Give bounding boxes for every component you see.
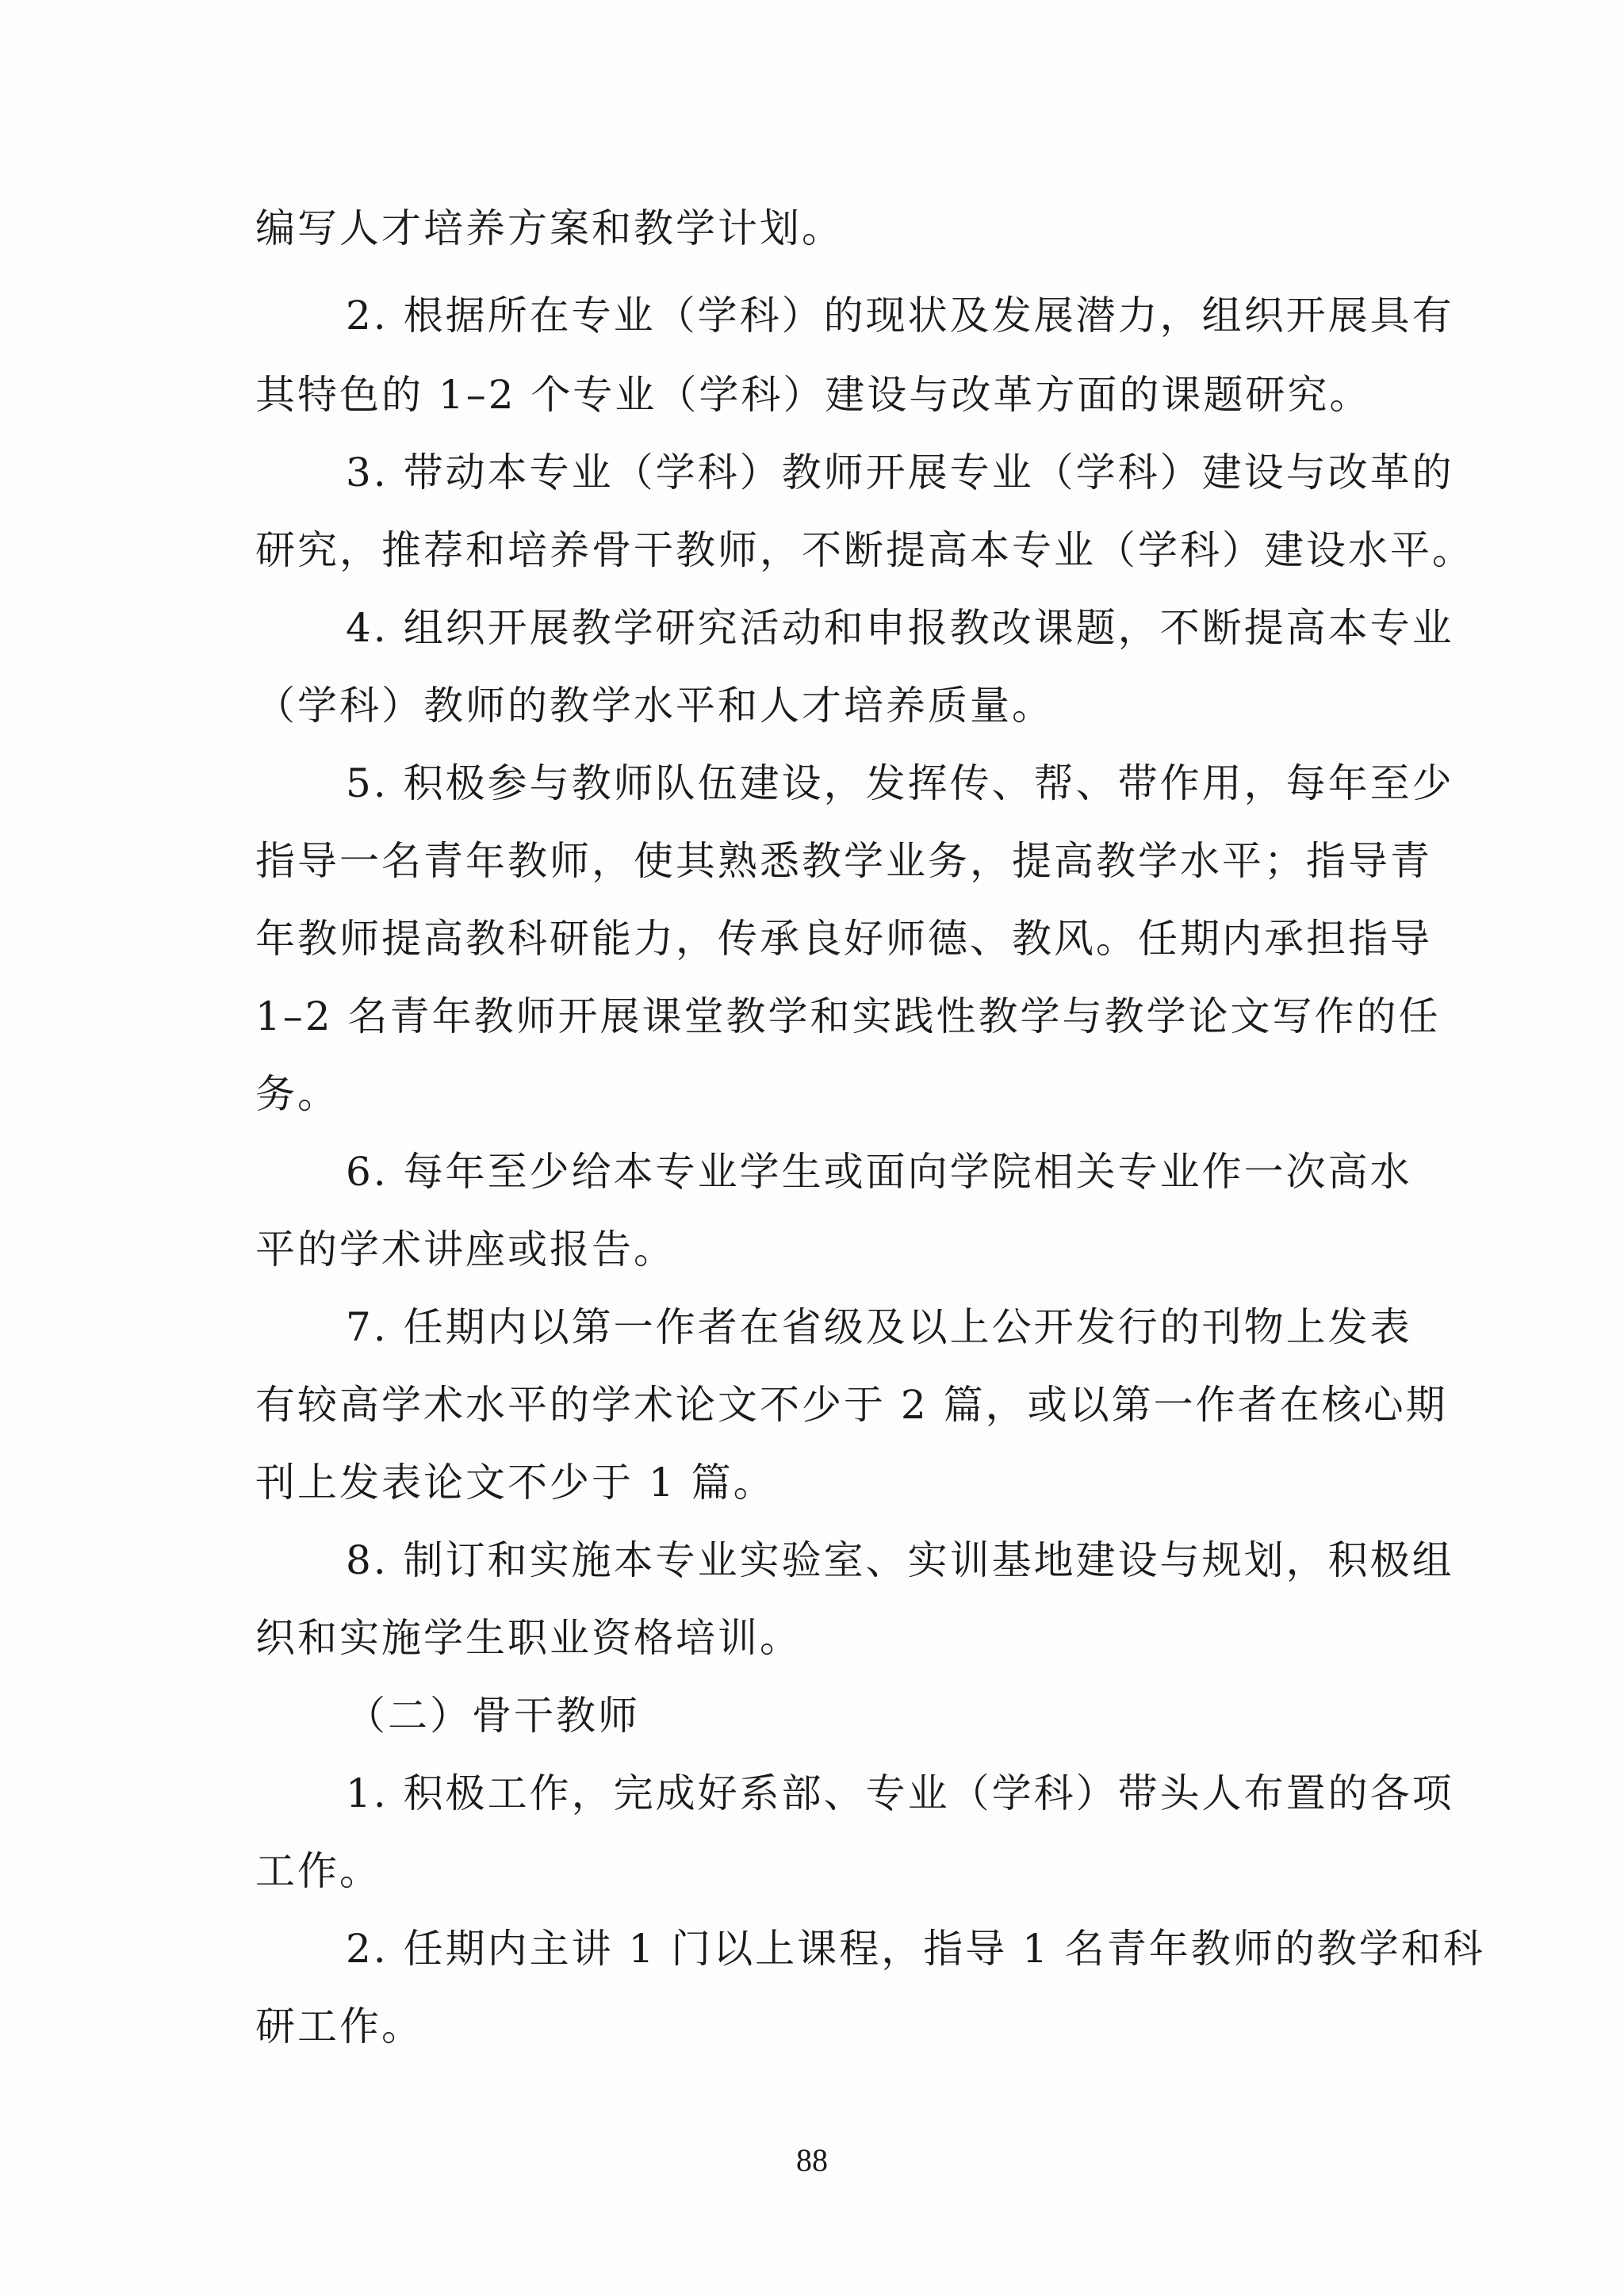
text-line: 3. 带动本专业（学科）教师开展专业（学科）建设与改革的	[346, 450, 1454, 496]
text-line: 5. 积极参与教师队伍建设，发挥传、帮、带作用，每年至少	[346, 760, 1454, 806]
text-line: 研工作。	[255, 2003, 423, 2049]
text-line: 4. 组织开展教学研究活动和申报教改课题，不断提高本专业	[346, 605, 1454, 651]
text-line: 刊上发表论文不少于 1 篇。	[255, 1460, 776, 1506]
section-heading: （二）骨干教师	[346, 1693, 640, 1739]
text-line: 平的学术讲座或报告。	[255, 1226, 676, 1272]
text-line: 有较高学术水平的学术论文不少于 2 篇，或以第一作者在核心期	[255, 1382, 1448, 1428]
page-number: 88	[796, 2142, 828, 2178]
text-line: 务。	[255, 1071, 339, 1117]
text-line: 2. 任期内主讲 1 门以上课程，指导 1 名青年教师的教学和科	[346, 1926, 1485, 1972]
text-line: 研究，推荐和培养骨干教师，不断提高本专业（学科）建设水平。	[255, 527, 1474, 573]
text-line: 1. 积极工作，完成好系部、专业（学科）带头人布置的各项	[346, 1770, 1454, 1816]
text-line: 7. 任期内以第一作者在省级及以上公开发行的刊物上发表	[346, 1304, 1412, 1350]
text-line: 工作。	[255, 1848, 381, 1894]
text-line: 1–2 名青年教师开展课堂教学和实践性教学与教学论文写作的任	[255, 993, 1441, 1039]
text-line: 其特色的 1–2 个专业（学科）建设与改革方面的课题研究。	[255, 372, 1372, 418]
text-line: （学科）教师的教学水平和人才培养质量。	[255, 683, 1054, 729]
text-line: 年教师提高教科研能力，传承良好师德、教风。任期内承担指导	[255, 916, 1432, 962]
text-line: 指导一名青年教师，使其熟悉教学业务，提高教学水平；指导青	[255, 838, 1432, 884]
text-line: 织和实施学生职业资格培训。	[255, 1615, 802, 1661]
text-line: 编写人才培养方案和教学计划。	[255, 205, 844, 251]
text-line: 6. 每年至少给本专业学生或面向学院相关专业作一次高水	[346, 1149, 1412, 1195]
text-line: 8. 制订和实施本专业实验室、实训基地建设与规划，积极组	[346, 1537, 1454, 1583]
text-line: 2. 根据所在专业（学科）的现状及发展潜力，组织开展具有	[346, 293, 1454, 339]
